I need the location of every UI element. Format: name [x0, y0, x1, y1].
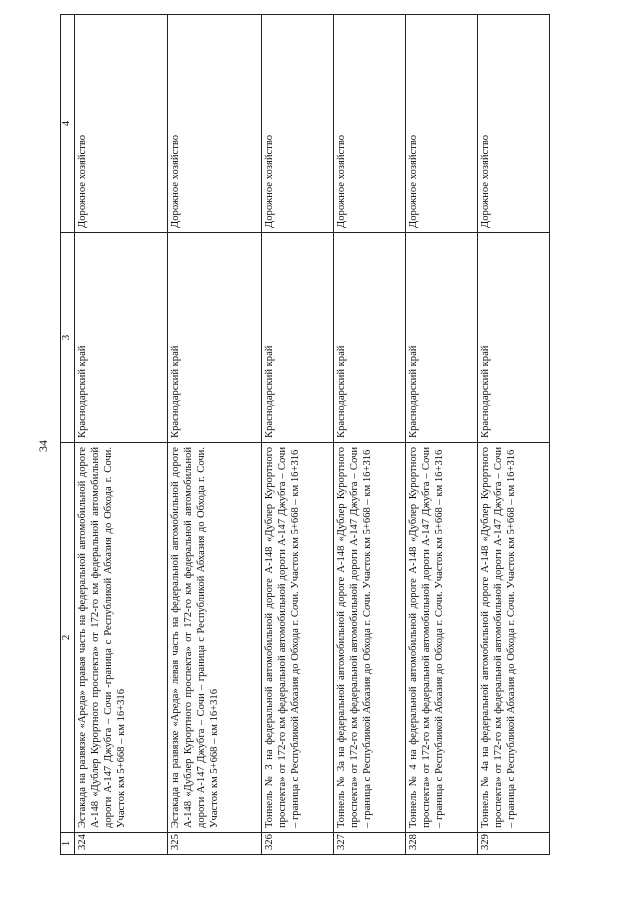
sector: Дорожное хозяйство: [405, 15, 477, 233]
table-row: [333, 15, 405, 855]
header-col-1: 1: [61, 833, 75, 855]
table-row: [75, 15, 168, 855]
row-number: 329: [477, 833, 549, 855]
row-number: 324: [75, 833, 168, 855]
page-number-container: [36, 438, 50, 454]
object-name: Эстакада на развязке «Ареда» правая часть на федеральной автомобильной дороге А-148 «Дублер Курортного проспекта» от 172-го км федеральной автомобильной дороги А-147 Джубга – Сочи -граница с Республикой Абхазия до Обхода г. Сочи. Участок км 5+668 – км 16+316: [75, 443, 168, 833]
page-number: 34: [36, 440, 50, 452]
header-col-3: 3: [61, 233, 75, 443]
row-number: 326: [261, 833, 333, 855]
registry-table: [60, 14, 550, 855]
region: Краснодарский край: [477, 233, 549, 443]
table-row: [261, 15, 333, 855]
region: Краснодарский край: [333, 233, 405, 443]
object-name: Тоннель № 4а на федеральной автомобильной дороге А-148 «Дублер Курортного проспекта» от 172-го км федеральной автомобильной дороги А-147 Джубга – Сочи – граница с Республикой Абхазия до Обхода г. Сочи. Участок км 5+668 – км 16+316: [477, 443, 549, 833]
table-row: [168, 15, 261, 855]
header-col-4: 4: [61, 15, 75, 233]
object-name: Эстакада на развязке «Ареда» левая часть на федеральной автомобильной дороге А-148 «Дублер Курортного проспекта» от 172-го км федеральной автомобильной дороги А-147 Джубга – Сочи – граница с Республикой Абхазия до Обхода г. Сочи. Участок км 5+668 – км 16+316: [168, 443, 261, 833]
document-page: [60, 15, 550, 855]
sector: Дорожное хозяйство: [333, 15, 405, 233]
object-name: Тоннель № 3а на федеральной автомобильной дороге А-148 «Дублер Курортного проспекта» от 172-го км федеральной автомобильной дороги А-147 Джубга – Сочи – граница с Республикой Абхазия до Обхода г. Сочи. Участок км 5+668 – км 16+316: [333, 443, 405, 833]
row-number: 328: [405, 833, 477, 855]
object-name: Тоннель № 3 на федеральной автомобильной дороге А-148 «Дублер Курортного проспекта» от 172-го км федеральной автомобильной дороги А-147 Джубга – Сочи – граница с Республикой Абхазия до Обхода г. Сочи. Участок км 5+668 – км 16+316: [261, 443, 333, 833]
region: Краснодарский край: [261, 233, 333, 443]
table-header-row: [61, 15, 75, 855]
sector: Дорожное хозяйство: [168, 15, 261, 233]
table-row: [405, 15, 477, 855]
object-name: Тоннель № 4 на федеральной автомобильной дороге А-148 «Дублер Курортного проспекта» от 172-го км федеральной автомобильной дороги А-147 Джубга – Сочи – граница с Республикой Абхазия до Обхода г. Сочи. Участок км 5+668 – км 16+316: [405, 443, 477, 833]
region: Краснодарский край: [405, 233, 477, 443]
row-number: 327: [333, 833, 405, 855]
sector: Дорожное хозяйство: [477, 15, 549, 233]
sector: Дорожное хозяйство: [261, 15, 333, 233]
region: Краснодарский край: [75, 233, 168, 443]
header-col-2: 2: [61, 443, 75, 833]
row-number: 325: [168, 833, 261, 855]
table-row: [477, 15, 549, 855]
region: Краснодарский край: [168, 233, 261, 443]
sector: Дорожное хозяйство: [75, 15, 168, 233]
